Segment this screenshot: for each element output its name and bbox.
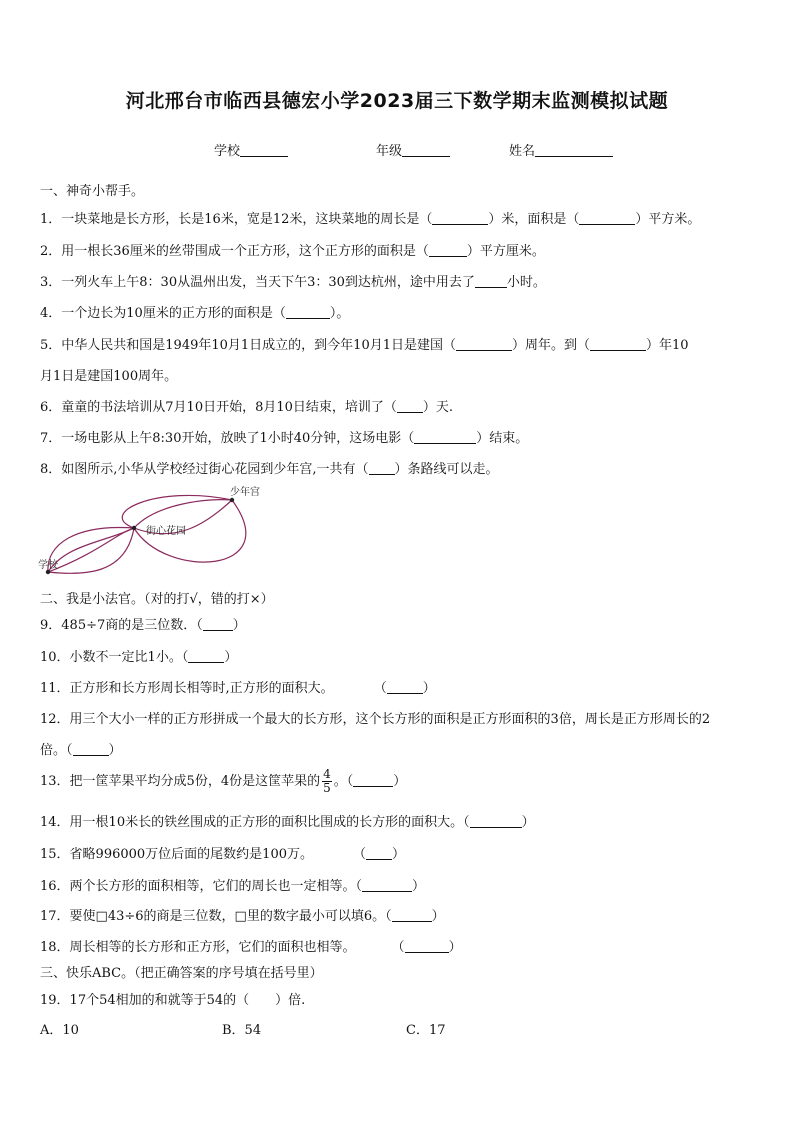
school-blank bbox=[240, 143, 288, 157]
option-a: A．10 bbox=[40, 1023, 79, 1038]
question-18: 18．周长相等的长方形和正方形，它们的面积也相等。 （ ） bbox=[40, 940, 462, 955]
question-3: 3．一列火车上午8：30从温州出发，当天下午3：30到达杭州，途中用去了 小时。 bbox=[40, 275, 546, 290]
question-1: 1．一块菜地是长方形，长是16米，宽是12米，这块菜地的周长是（ ）米，面积是（ ）平方米。 bbox=[40, 212, 701, 227]
question-17: 17．要使□43÷6的商是三位数，□里的数字最小可以填6。（ ） bbox=[40, 909, 445, 924]
school-label: 学校 bbox=[38, 560, 58, 571]
question-9: 9．485÷7商的是三位数．（ ） bbox=[40, 618, 246, 633]
fraction: $\frac{4}{5}$ bbox=[323, 767, 331, 795]
route-path-1 bbox=[48, 528, 134, 572]
option-b: B．54 bbox=[222, 1023, 262, 1038]
question-11: 11．正方形和长方形周长相等时,正方形的面积大。 （ ） bbox=[40, 681, 436, 696]
question-12-cont: 倍。（ ） bbox=[40, 743, 122, 758]
section2-heading: 二、我是小法官。（对的打√，错的打×） bbox=[40, 592, 274, 607]
grade-blank bbox=[402, 143, 450, 157]
grade-field bbox=[376, 140, 450, 159]
question-15: 15．省略996000万位后面的尾数约是100万。 （ ） bbox=[40, 847, 406, 862]
garden-point bbox=[132, 526, 136, 530]
grade-label: 年级 bbox=[376, 144, 403, 159]
question-10: 10．小数不一定比1小。（ ） bbox=[40, 650, 238, 665]
question-5: 5．中华人民共和国是1949年10月1日成立的，到今年10月1日是建国（ ）周年。到（ ）年10 bbox=[40, 338, 689, 353]
school-label: 学校 bbox=[214, 144, 241, 159]
section1-heading: 一、神奇小帮手。 bbox=[40, 184, 145, 199]
school-field bbox=[214, 140, 288, 159]
name-field bbox=[509, 140, 613, 159]
question-19: 19．17个54相加的和就等于54的（ ）倍. bbox=[40, 993, 306, 1008]
question-5-cont: 月1日是建国100周年。 bbox=[40, 369, 178, 384]
question-8: 8．如图所示,小华从学校经过街心花园到少年宫,一共有（ ）条路线可以走。 bbox=[40, 462, 499, 477]
question-2: 2．用一根长36厘米的丝带围成一个正方形，这个正方形的面积是（ ）平方厘米。 bbox=[40, 244, 545, 259]
section3-heading: 三、快乐ABC。（把正确答案的序号填在括号里） bbox=[40, 966, 323, 981]
palace-label: 少年宫 bbox=[230, 487, 260, 498]
route-diagram bbox=[36, 484, 286, 580]
route-path-5 bbox=[134, 500, 232, 528]
question-14: 14．用一根10米长的铁丝围成的正方形的面积比围成的长方形的面积大。（ ） bbox=[40, 815, 535, 830]
option-c: C．17 bbox=[406, 1023, 446, 1038]
page-title: 河北邢台市临西县德宏小学2023届三下数学期末监测模拟试题 bbox=[125, 90, 669, 112]
palace-point bbox=[230, 498, 234, 502]
question-16: 16．两个长方形的面积相等，它们的周长也一定相等。（ ） bbox=[40, 879, 426, 894]
garden-label: 街心花园 bbox=[146, 526, 186, 537]
name-blank bbox=[535, 143, 613, 157]
question-12: 12．用三个大小一样的正方形拼成一个最大的长方形，这个长方形的面积是正方形面积的3倍，周长是正方形周长的2 bbox=[40, 712, 711, 727]
question-13: 13．把一筐苹果平均分成5份，4份是这筐苹果的 $\frac{4}{5}$ 。（ ） bbox=[40, 767, 407, 795]
question-4: 4．一个边长为10厘米的正方形的面积是（ ）。 bbox=[40, 306, 350, 321]
question-7: 7．一场电影从上午8:30开始，放映了1小时40分钟，这场电影（ ）结束。 bbox=[40, 431, 529, 446]
question-6: 6．童童的书法培训从7月10日开始，8月10日结束，培训了（ ）天. bbox=[40, 400, 454, 415]
name-label: 姓名 bbox=[509, 144, 536, 159]
